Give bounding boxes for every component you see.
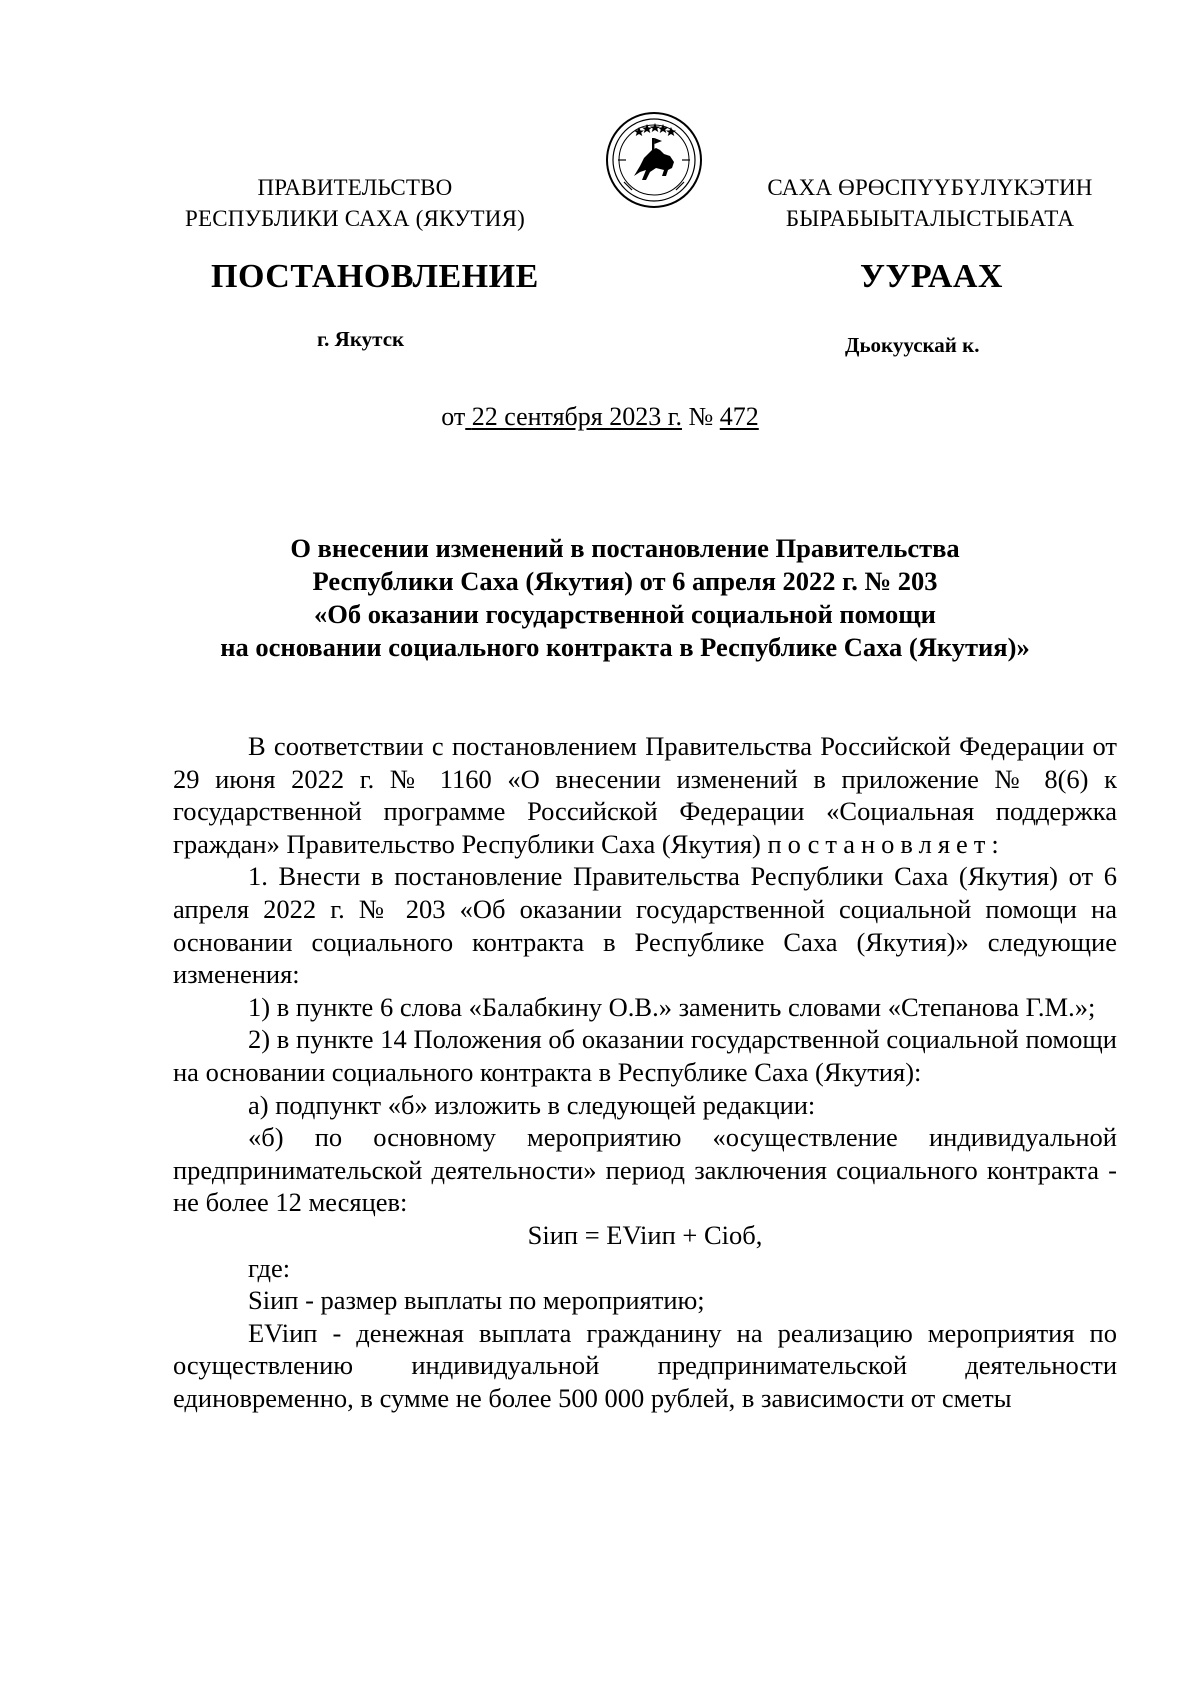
header-right [740, 172, 1120, 234]
number-sign: № [688, 402, 714, 431]
paragraph-preamble [173, 730, 1117, 860]
resolves-word: постановляет: [767, 828, 1005, 859]
paragraph-subitem-1: 1) в пункте 6 слова «Балабкину О.В.» заменить словами «Степанова Г.М.»; [248, 991, 1096, 1022]
title-line4: на основании социального контракта в Республике Саха (Якутия)» [220, 632, 1030, 662]
paragraph-subitem-b: «б) по основному мероприятию «осуществление индивидуальной предпринимательской деятельности» период заключения социального контракта - не более 12 месяцев: [173, 1122, 1117, 1218]
formula: Siип = EViип + Ciоб, [527, 1219, 763, 1250]
city-right: Дьокуускай к. [845, 333, 980, 357]
header-left-line1: ПРАВИТЕЛЬСТВО [257, 175, 453, 200]
header-right-line1: САХА ӨРӨСПҮҮБҮЛҮКЭТИН [767, 175, 1093, 200]
doctype-left: ПОСТАНОВЛЕНИЕ [211, 258, 539, 295]
paragraph-item-1: 1. Внести в постановление Правительства Республики Саха (Якутия) от 6 апреля 2022 г. № 203 «Об оказании государственной социальной помощи на основании социального контракта в Республике Саха (Якутия)» следующие изменения: [173, 861, 1117, 990]
document-body [173, 730, 1117, 1414]
doctype-right: УУРААХ [860, 258, 1003, 295]
paragraph-where: где: [248, 1252, 291, 1283]
document-number: 472 [719, 402, 759, 431]
paragraph-subitem-a: а) подпункт «б» изложить в следующей редакции: [248, 1089, 816, 1120]
paragraph-subitem-2: 2) в пункте 14 Положения об оказании государственной социальной помощи на основании социального контракта в Республике Саха (Якутия): [173, 1024, 1117, 1087]
preamble-text: В соответствии с постановлением Правительства Российской Федерации от 29 июня 2022 г. № 1160 «О внесении изменений в приложение № 8(6) к государственной программе Российской Федерации «Социальная поддержка граждан» Правительство Республики Саха (Якутия) [173, 731, 1117, 859]
title-line3: «Об оказании государственной социальной помощи [314, 599, 936, 629]
header-left-line2: РЕСПУБЛИКИ САХА (ЯКУТИЯ) [184, 206, 526, 231]
title-line2: Республики Саха (Якутия) от 6 апреля 2022 г. № 203 [312, 566, 938, 596]
document-date: 22 сентября 2023 г. [471, 402, 682, 431]
document-title [150, 532, 1100, 664]
date-line [0, 402, 1200, 432]
title-line1: О внесении изменений в постановление Правительства [290, 533, 960, 563]
city-left: г. Якутск [317, 327, 405, 351]
paragraph-def-eviip: EViип - денежная выплата гражданину на реализацию мероприятия по осуществлению индивидуальной предпринимательской деятельности единовременно, в сумме не более 500 000 рублей, в зависимости от сметы [173, 1317, 1117, 1413]
header-right-line2: БЫРАБЫЫТАЛЫСТЫБАТА [785, 206, 1075, 231]
header-left [150, 172, 560, 234]
paragraph-def-siip: Siип - размер выплаты по мероприятию; [248, 1285, 705, 1316]
date-prefix: от [441, 402, 466, 431]
coat-of-arms-emblem-icon [604, 110, 704, 210]
